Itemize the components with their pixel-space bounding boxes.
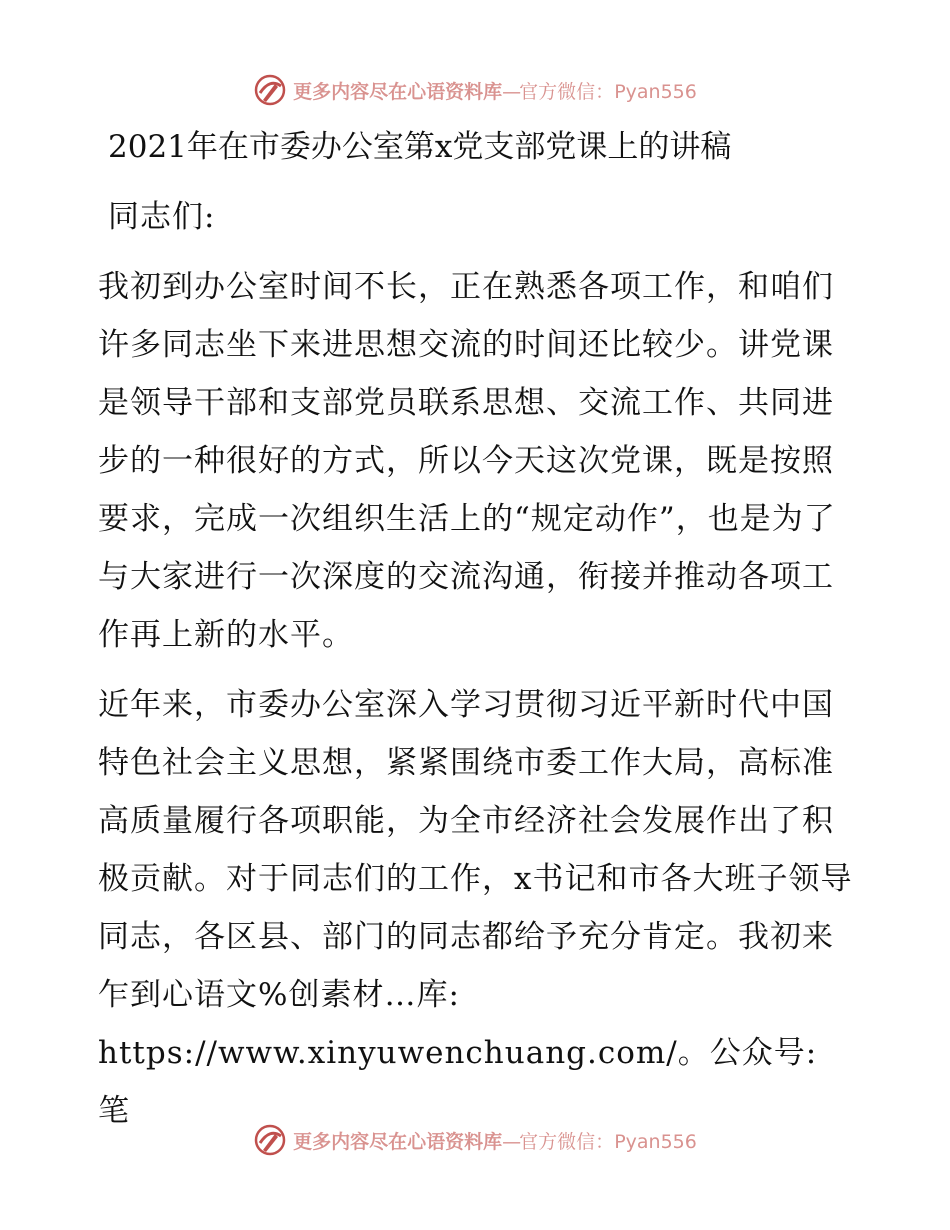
watermark-id: Pyan556 xyxy=(614,80,697,103)
watermark-header xyxy=(0,70,950,110)
watermark-footer xyxy=(0,1120,950,1160)
watermark-separator: — xyxy=(502,80,520,103)
brand-logo-icon xyxy=(253,73,287,107)
watermark-id: Pyan556 xyxy=(614,1130,697,1153)
watermark-main: 更多内容尽在心语资料库 xyxy=(293,1130,503,1153)
greeting: 同志们: xyxy=(108,199,216,235)
document-title: 2021年在市委办公室第x党支部党课上的讲稿 xyxy=(108,129,732,165)
paragraph-1: 我初到办公室时间不长，正在熟悉各项工作，和咱们许多同志坐下来进思想交流的时间还比较少。讲党课是领导干部和支部党员联系思想、交流工作、共同进步的一种很好的方式，所以今天这次党课，既是按照要求，完成一次组织生活上的“规定动作”，也是为了与大家进行一次深度的交流沟通，衔接并推动各项工作再上新的水平。 xyxy=(98,269,836,653)
watermark-text xyxy=(293,1127,697,1154)
watermark-label: 官方微信： xyxy=(519,80,615,103)
watermark-group xyxy=(253,1123,697,1157)
brand-logo-icon xyxy=(253,1123,287,1157)
document-body xyxy=(98,118,858,1140)
watermark-separator: — xyxy=(502,1130,520,1153)
watermark-text xyxy=(293,77,697,104)
paragraph-2: 近年来，市委办公室深入学习贯彻习近平新时代中国特色社会主义思想，紧紧围绕市委工作大局，高标准高质量履行各项职能，为全市经济社会发展作出了积极贡献。对于同志们的工作，x书记和市各大班子领导同志，各区县、部门的同志都给予充分肯定。我初来乍到心语文%创素材…库: https://www.xinyuwenchuang.com/。公众号: 笔 xyxy=(98,687,853,1129)
watermark-label: 官方微信： xyxy=(519,1130,615,1153)
watermark-main: 更多内容尽在心语资料库 xyxy=(293,80,503,103)
watermark-group xyxy=(253,73,697,107)
